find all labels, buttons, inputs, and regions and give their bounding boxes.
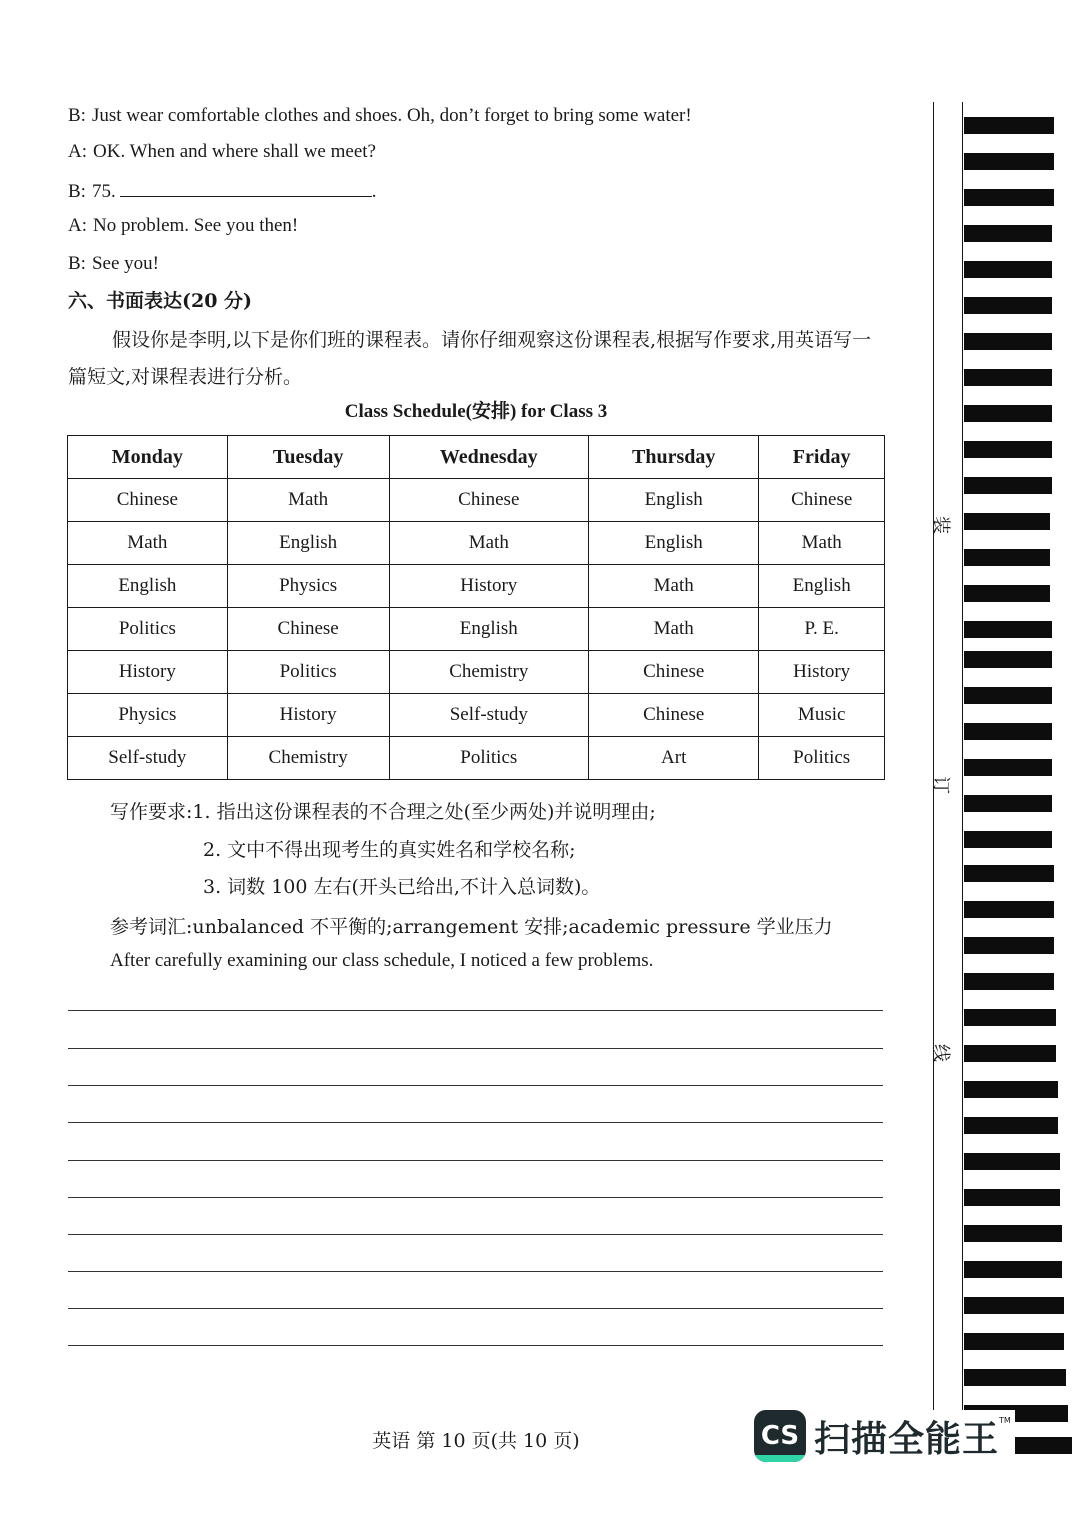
schedule-title: Class Schedule(安排) for Class 3 [344,401,608,422]
writing-line[interactable] [68,1085,883,1086]
barcode-bar [964,687,1052,704]
writing-line[interactable] [68,1122,883,1123]
page-footer: 英语 第 10 页(共 10 页) [372,1430,580,1452]
table-cell: Music [759,694,885,737]
table-row [68,651,885,694]
table-row [68,608,885,651]
table-cell: Chinese [589,651,759,694]
table-cell: English [759,565,885,608]
speaker-label: A: [68,141,87,162]
table-cell: Math [589,565,759,608]
dialogue-line-3 [68,178,376,204]
table-cell: Chinese [589,694,759,737]
table-cell: Art [589,737,759,780]
table-cell: Self-study [389,694,588,737]
trademark-mark: TM [999,1416,1011,1425]
table-cell: English [589,522,759,565]
barcode-bar [964,477,1052,494]
requirements-label: 写作要求: [110,801,193,823]
table-cell: Chinese [389,479,588,522]
requirement-1 [110,800,656,824]
barcode-bar [964,621,1052,638]
barcode-bar [964,1009,1056,1026]
barcode-bar [964,297,1052,314]
table-cell: Math [389,522,588,565]
table-cell: Chinese [68,479,228,522]
speaker-label: A: [68,215,87,236]
barcode-bar [964,369,1052,386]
barcode-bar [964,795,1052,812]
barcode-bar [964,1045,1056,1062]
speaker-label: B: [68,181,86,202]
barcode-bar [964,549,1050,566]
table-cell: Physics [68,694,228,737]
table-row [68,694,885,737]
table-cell: English [589,479,759,522]
table-cell: Math [227,479,389,522]
barcode-bar [964,723,1052,740]
barcode-bar [964,1369,1066,1386]
writing-line[interactable] [68,1345,883,1346]
dialogue-text: No problem. See you then! [93,215,299,236]
camscanner-brand-text: 扫描全能王 [814,1418,1000,1460]
writing-line[interactable] [68,1308,883,1309]
speaker-label: B: [68,105,86,126]
barcode-bar [964,1153,1060,1170]
table-cell: Chemistry [227,737,389,780]
header-monday: Monday [68,436,228,479]
barcode-bar [964,1261,1062,1278]
margin-char-xian: 线 [930,1044,951,1062]
task-intro: 假设你是李明,以下是你们班的课程表。请你仔细观察这份课程表,根据写作要求,用英语写一篇短文,对课程表进行分析。 [68,329,872,388]
table-row [68,479,885,522]
dialogue-text: See you! [91,253,159,274]
table-cell: Math [589,608,759,651]
barcode-bar [964,333,1052,350]
barcode-bar [964,973,1054,990]
table-cell: History [68,651,228,694]
writing-line[interactable] [68,1160,883,1161]
barcode-bar [964,651,1052,668]
barcode-bar [964,261,1052,278]
camscanner-watermark [754,1410,1015,1462]
barcode-bar [964,513,1050,530]
table-cell: English [227,522,389,565]
requirement-text: 1. 指出这份课程表的不合理之处(至少两处)并说明理由; [192,801,656,823]
table-cell: Math [68,522,228,565]
dialogue-text: Just wear comfortable clothes and shoes. Oh, don’t forget to bring some water! [91,105,692,126]
barcode-bar [964,831,1052,848]
blank-trailing-punct: . [371,181,377,202]
table-cell: P. E. [759,608,885,651]
barcode-bar [964,441,1052,458]
table-cell: Chinese [227,608,389,651]
table-cell: Chemistry [389,651,588,694]
barcode-bar [964,1117,1058,1134]
header-wednesday: Wednesday [389,436,588,479]
requirement-2: 2. 文中不得出现考生的真实姓名和学校名称; [203,839,576,861]
table-cell: History [389,565,588,608]
table-cell: Math [759,522,885,565]
barcode-bar [964,153,1054,170]
question-number: 75. [91,181,116,202]
table-row [68,565,885,608]
barcode-bar [964,405,1052,422]
table-cell: Politics [389,737,588,780]
dialogue-line-2 [68,140,376,164]
barcode-bar [964,189,1054,206]
class-schedule-table [67,435,885,780]
barcode-bar [964,865,1054,882]
barcode-bar [964,901,1054,918]
writing-line[interactable] [68,1271,883,1272]
writing-line[interactable] [68,1197,883,1198]
table-cell: Politics [759,737,885,780]
barcode-bar [964,1225,1062,1242]
dialogue-line-1 [68,104,692,128]
barcode-bar [964,1081,1058,1098]
reference-vocabulary: 参考词汇:unbalanced 不平衡的;arrangement 安排;academic pressure 学业压力 [110,916,833,938]
writing-line[interactable] [68,1048,883,1049]
table-cell: English [68,565,228,608]
header-tuesday: Tuesday [227,436,389,479]
dialogue-line-4 [68,214,298,238]
barcode-bar [964,585,1050,602]
dialogue-line-5 [68,252,159,276]
table-cell: History [227,694,389,737]
table-row [68,522,885,565]
header-thursday: Thursday [589,436,759,479]
writing-line[interactable] [68,1010,883,1011]
speaker-label: B: [68,253,86,274]
margin-char-zhuang: 装 [930,516,951,534]
table-cell: Physics [227,565,389,608]
margin-char-ding: 订 [930,776,951,794]
table-cell: Self-study [68,737,228,780]
writing-line[interactable] [68,1234,883,1235]
section-title: 六、书面表达(20 分) [68,290,253,312]
table-header-row [68,436,885,479]
barcode-bar [964,1297,1064,1314]
table-cell: English [389,608,588,651]
barcode-bar [964,225,1052,242]
table-cell: Chinese [759,479,885,522]
table-cell: History [759,651,885,694]
barcode-bar [964,117,1054,134]
requirement-3: 3. 词数 100 左右(开头已给出,不计入总词数)。 [203,876,601,898]
table-cell: Politics [68,608,228,651]
binding-margin-line [962,102,963,1462]
barcode-bar [964,1333,1064,1350]
camscanner-logo-icon: CS [754,1410,806,1462]
table-row [68,737,885,780]
barcode-bar [964,1189,1060,1206]
essay-opening-sentence: After carefully examining our class schedule, I noticed a few problems. [110,950,654,971]
dialogue-text: OK. When and where shall we meet? [93,141,376,162]
header-friday: Friday [759,436,885,479]
answer-blank-75[interactable] [120,178,372,197]
barcode-bar [964,937,1054,954]
table-cell: Politics [227,651,389,694]
barcode-bar [964,759,1052,776]
